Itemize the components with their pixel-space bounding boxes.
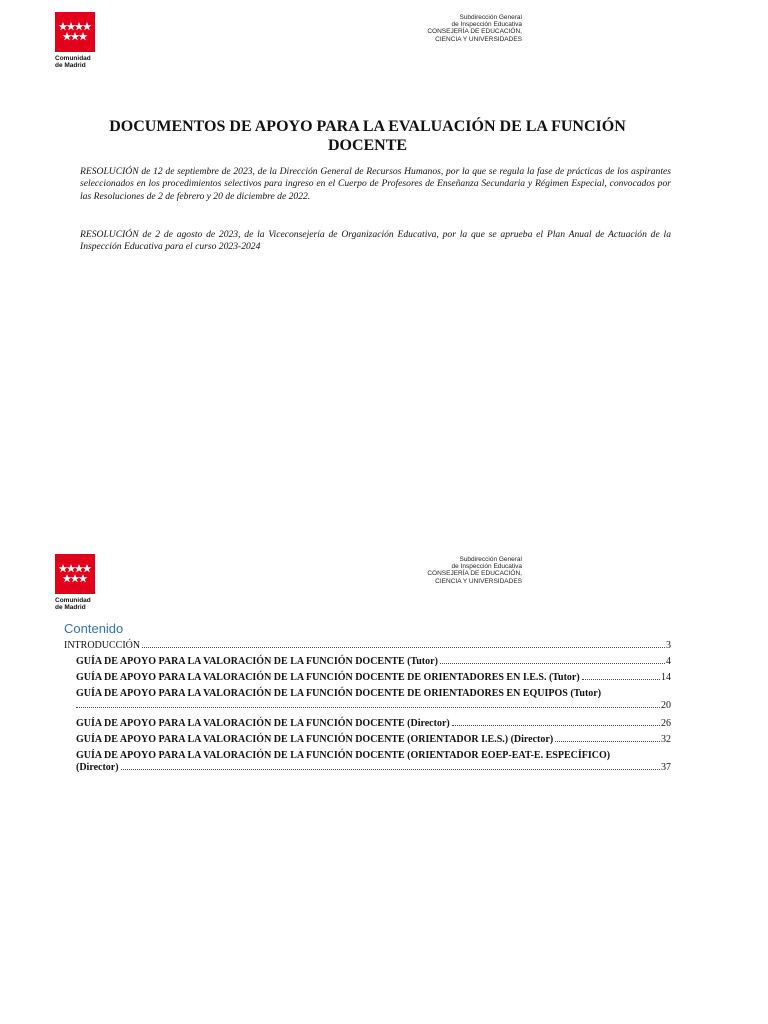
toc-entry-guia-orientadores-ies-tutor[interactable]	[64, 672, 671, 684]
resolution-paragraph-1: RESOLUCIÓN de 12 de septiembre de 2023, de la Dirección General de Recursos Humanos, por la que se regula la fase de prácticas de los aspirantes seleccionados en los procedimientos selectivos para ingreso en el Cuerpo de Profesores de Enseñanza Secundaria y Régimen Especial, convocados por las Resoluciones de 2 de febrero y 20 de diciembre de 2022.	[80, 166, 671, 202]
dot-leader	[76, 707, 660, 708]
dot-leader	[555, 741, 660, 742]
toc-entry-label: GUÍA DE APOYO PARA LA VALORACIÓN DE LA FUNCIÓN DOCENTE (ORIENTADOR I.E.S.) (Director)	[76, 734, 554, 745]
org-line-3: CONSEJERÍA DE EDUCACIÓN,	[427, 570, 522, 578]
comunidad-madrid-logo	[55, 12, 95, 69]
toc-entry-page: 32	[661, 734, 671, 745]
comunidad-madrid-logo	[55, 554, 95, 611]
dot-leader	[582, 679, 660, 680]
logo-caption-line-2: de Madrid	[55, 604, 86, 611]
toc-entry-page: 3	[666, 640, 671, 651]
org-line-1: Subdirección General	[459, 556, 522, 563]
toc-entry-label: GUÍA DE APOYO PARA LA VALORACIÓN DE LA FUNCIÓN DOCENTE (ORIENTADOR EOEP-EAT-E. ESPECÍFICO)	[76, 750, 611, 761]
toc-entry-guia-orientador-eoep-director[interactable]	[64, 750, 671, 774]
table-of-contents	[64, 640, 671, 778]
logo-caption-line-2: de Madrid	[55, 62, 86, 69]
toc-entry-page: 37	[661, 762, 671, 773]
logo-caption-line-1: Comunidad	[55, 597, 91, 604]
toc-entry-page: 4	[666, 656, 671, 667]
resolution-paragraph-2: RESOLUCIÓN de 2 de agosto de 2023, de la Viceconsejería de Organización Educativa, por la que se aprueba el Plan Anual de Actuación de la Inspección Educativa para el curso 2023-2024	[80, 229, 671, 253]
document-page-2	[0, 540, 768, 1024]
issuing-organization	[360, 14, 522, 43]
toc-entry-label: GUÍA DE APOYO PARA LA VALORACIÓN DE LA FUNCIÓN DOCENTE DE ORIENTADORES EN EQUIPOS (Tutor)	[76, 688, 602, 699]
logo-caption	[55, 597, 95, 611]
toc-heading: Contenido	[64, 621, 124, 636]
logo-caption	[55, 55, 95, 69]
toc-entry-page: 26	[661, 718, 671, 729]
dot-leader	[142, 647, 665, 648]
toc-entry-label: GUÍA DE APOYO PARA LA VALORACIÓN DE LA FUNCIÓN DOCENTE (Tutor)	[76, 656, 438, 667]
toc-entry-label: GUÍA DE APOYO PARA LA VALORACIÓN DE LA FUNCIÓN DOCENTE (Director)	[76, 718, 450, 729]
org-line-2: de Inspección Educativa	[451, 21, 522, 29]
org-line-1: Subdirección General	[459, 14, 522, 21]
toc-entry-guia-tutor[interactable]	[64, 656, 671, 668]
toc-entry-guia-orientadores-equipos-tutor[interactable]	[64, 688, 671, 712]
document-title	[80, 117, 655, 155]
org-line-4: CIENCIA Y UNIVERSIDADES	[435, 577, 522, 585]
logo-caption-line-1: Comunidad	[55, 55, 91, 62]
toc-entry-page: 14	[661, 672, 671, 683]
toc-entry-introduccion[interactable]	[64, 640, 671, 652]
toc-entry-label: INTRODUCCIÓN	[64, 640, 141, 651]
dot-leader	[440, 663, 665, 664]
madrid-flag-icon	[55, 554, 95, 594]
org-line-2: de Inspección Educativa	[451, 563, 522, 571]
madrid-flag-icon	[55, 12, 95, 52]
toc-entry-guia-orientador-ies-director[interactable]	[64, 734, 671, 746]
toc-entry-page: 20	[661, 700, 671, 711]
document-title-line-1: DOCUMENTOS DE APOYO PARA LA EVALUACIÓN DE LA FUNCIÓN	[109, 118, 626, 135]
toc-entry-label: GUÍA DE APOYO PARA LA VALORACIÓN DE LA FUNCIÓN DOCENTE DE ORIENTADORES EN I.E.S. (Tutor)	[76, 672, 580, 683]
dot-leader	[121, 769, 660, 770]
org-line-4: CIENCIA Y UNIVERSIDADES	[435, 35, 522, 43]
issuing-organization	[360, 556, 522, 585]
org-line-3: CONSEJERÍA DE EDUCACIÓN,	[427, 28, 522, 36]
toc-entry-label-continued: (Director)	[76, 762, 119, 773]
toc-entry-guia-director[interactable]	[64, 718, 671, 730]
dot-leader	[452, 725, 660, 726]
document-title-line-2: DOCENTE	[327, 137, 408, 154]
